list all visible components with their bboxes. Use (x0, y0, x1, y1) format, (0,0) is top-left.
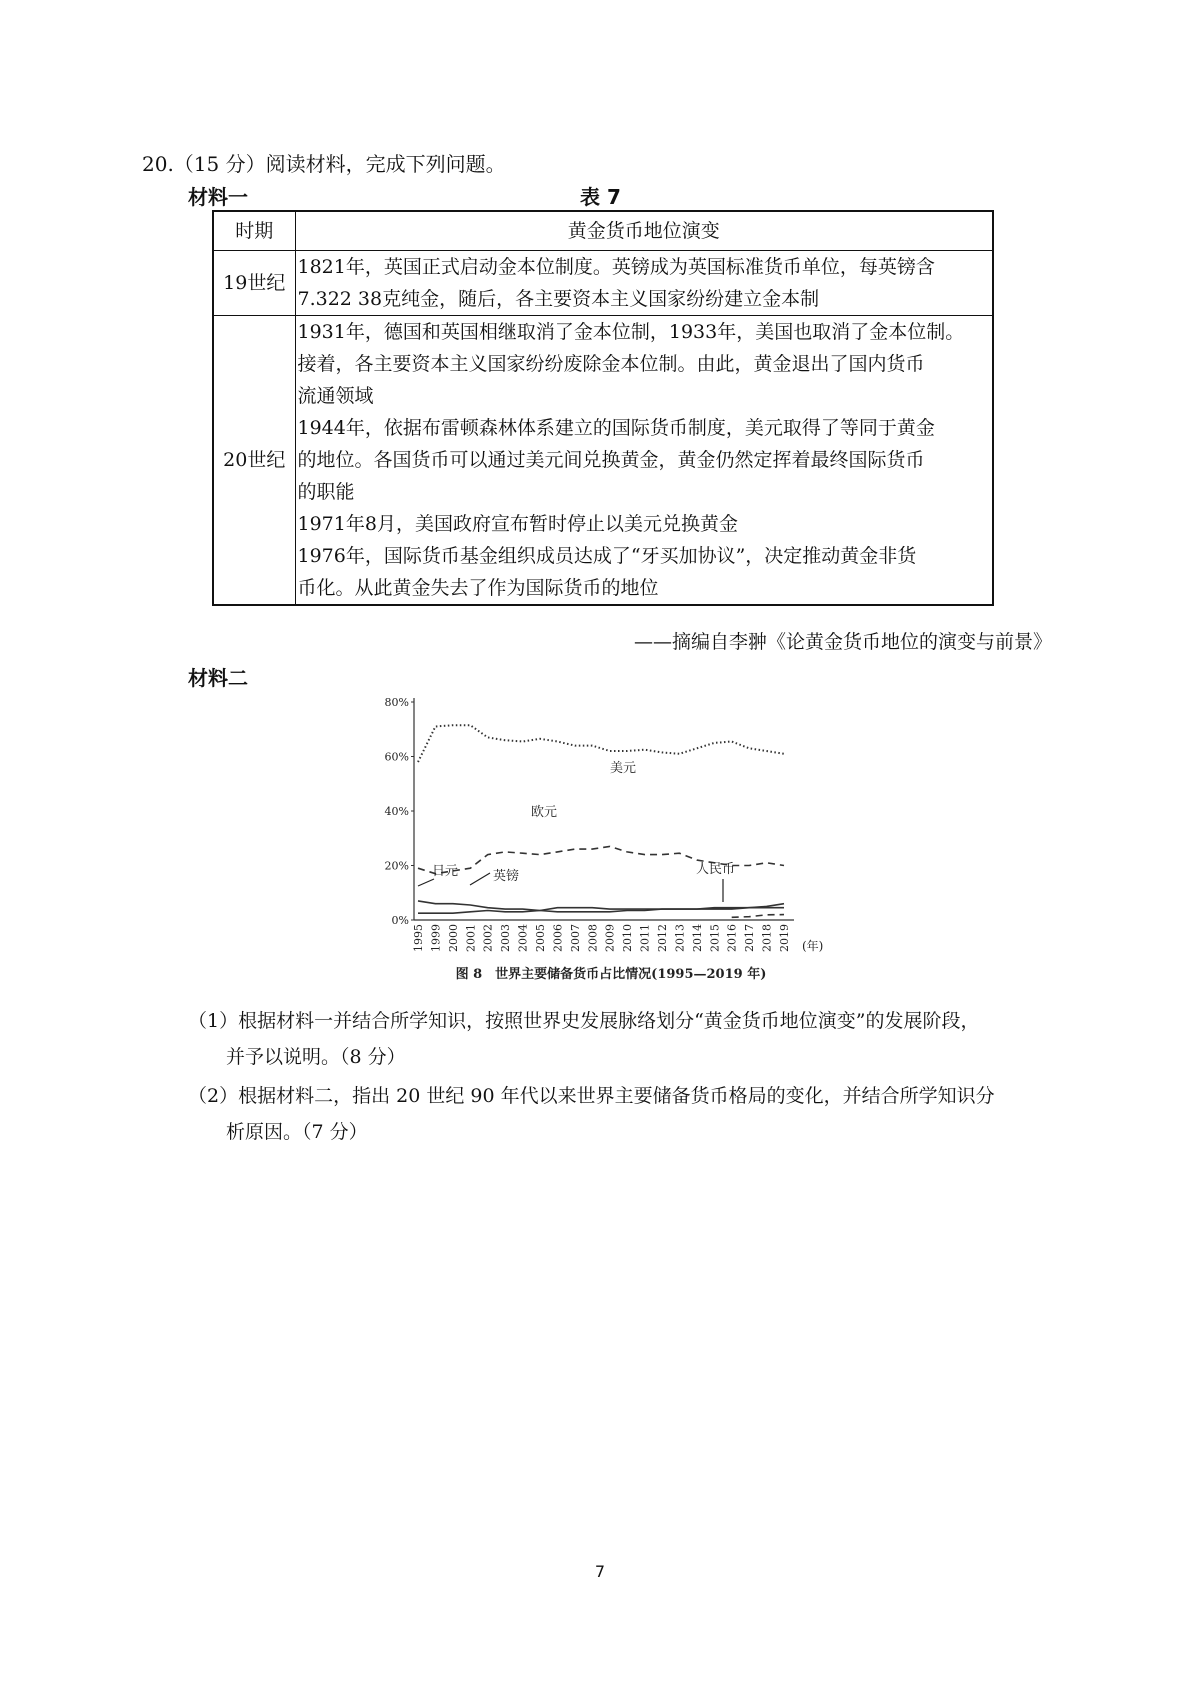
y-tick-label: 0% (391, 914, 409, 927)
content-line: 1976年，国际货币基金组织成员达成了“牙买加协议”，决定推动黄金非货 (297, 545, 917, 567)
content-line: 1931年，德国和英国相继取消了金本位制，1933年，美国也取消了金本位制。 (297, 321, 965, 343)
reserve-currency-chart (378, 690, 828, 990)
question-2 (188, 1078, 995, 1150)
y-tick-label: 60% (384, 750, 409, 764)
x-tick-label: 2012 (656, 924, 669, 952)
series-label: 英镑 (493, 869, 520, 884)
question-2-line-2: 析原因。（7 分） (226, 1121, 368, 1143)
series-label: 日元 (432, 864, 459, 879)
series-label: 欧元 (531, 805, 558, 820)
content-line: 1821年，英国正式启动金本位制度。英镑成为英国标准货币单位，每英镑含 (297, 256, 935, 278)
series-label: 美元 (610, 761, 637, 776)
x-tick-label: 2019 (778, 924, 791, 952)
content-line: 7.322 38克纯金，随后，各主要资本主义国家纷纷建立金本制 (297, 288, 820, 310)
table-title: 表 7 (580, 185, 621, 209)
question-2-line-1: （2）根据材料二，指出 20 世纪 90 年代以来世界主要储备货币格局的变化，并结合所学知识分 (188, 1085, 995, 1107)
x-tick-label: 2007 (568, 924, 582, 952)
x-tick-label: 2006 (551, 924, 565, 952)
x-tick-label: 2016 (725, 924, 739, 952)
x-tick-label: 2015 (708, 924, 722, 952)
x-tick-label: 2002 (481, 924, 495, 952)
content-line: 的职能 (297, 481, 355, 503)
page-number: 7 (594, 1562, 606, 1581)
x-tick-label: 2001 (464, 924, 478, 952)
x-tick-label: 2017 (743, 924, 757, 952)
question-1-line-2: 并予以说明。（8 分） (226, 1046, 406, 1068)
series-line-日元 (418, 901, 784, 912)
question-title: 20.（15 分）阅读材料，完成下列问题。 (142, 152, 506, 176)
table-row (213, 316, 993, 606)
x-tick-label: 2003 (499, 924, 513, 952)
material-2-label: 材料二 (188, 666, 248, 690)
content-cell (295, 251, 993, 316)
table-row (213, 251, 993, 316)
series-line-美元 (418, 725, 784, 762)
source-citation: ——摘编自李翀《论黄金货币地位的演变与前景》 (633, 631, 1052, 653)
arrow-yen (418, 879, 434, 886)
x-tick-label: 2013 (673, 924, 687, 952)
x-tick-label: 2009 (603, 924, 617, 952)
x-tick-label: 2005 (534, 924, 547, 952)
y-tick-label: 40% (384, 805, 409, 818)
y-tick-label: 20% (384, 859, 409, 873)
x-tick-label: 1999 (429, 924, 443, 952)
question-1-line-1: （1）根据材料一并结合所学知识，按照世界史发展脉络划分“黄金货币地位演变”的发展阶段， (188, 1010, 980, 1032)
x-tick-label: 2011 (638, 924, 652, 952)
header-evolution: 黄金货币地位演变 (295, 211, 993, 251)
period-cell: 19世纪 (213, 251, 295, 316)
header-period: 时期 (213, 211, 295, 251)
period-cell: 20世纪 (213, 316, 295, 606)
series-line-人民币 (732, 915, 784, 918)
x-tick-label: 2014 (690, 924, 704, 952)
x-tick-label: 2008 (586, 924, 600, 952)
x-tick-label: 2004 (516, 924, 530, 952)
y-tick-label: 80% (384, 696, 409, 709)
table-header-row (213, 211, 993, 251)
chart-caption: 图 8 世界主要储备货币占比情况(1995—2019 年) (455, 967, 767, 982)
content-line: 接着，各主要资本主义国家纷纷废除金本位制。由此，黄金退出了国内货币 (297, 353, 925, 375)
x-tick-label: 1995 (412, 924, 425, 952)
content-line: 币化。从此黄金失去了作为国际货币的地位 (297, 577, 659, 599)
x-tick-label: 2010 (621, 924, 635, 952)
series-label: 人民币 (696, 862, 736, 877)
material-1-label: 材料一 (188, 185, 248, 209)
content-line: 的地位。各国货币可以通过美元间兑换黄金，黄金仍然定挥着最终国际货币 (297, 449, 925, 471)
question-1 (188, 1003, 980, 1075)
x-tick-label: 2000 (446, 924, 460, 952)
content-line: 流通领域 (297, 385, 374, 407)
x-unit-label: (年) (802, 939, 824, 953)
content-line: 1944年，依据布雷顿森林体系建立的国际货币制度，美元取得了等同于黄金 (297, 417, 935, 439)
content-cell (295, 316, 993, 606)
x-tick-label: 2018 (760, 924, 774, 952)
chart-svg (378, 690, 828, 990)
gold-currency-table (212, 210, 994, 606)
content-line: 1971年8月，美国政府宣布暂时停止以美元兑换黄金 (297, 513, 738, 535)
arrow-pound (470, 873, 490, 885)
